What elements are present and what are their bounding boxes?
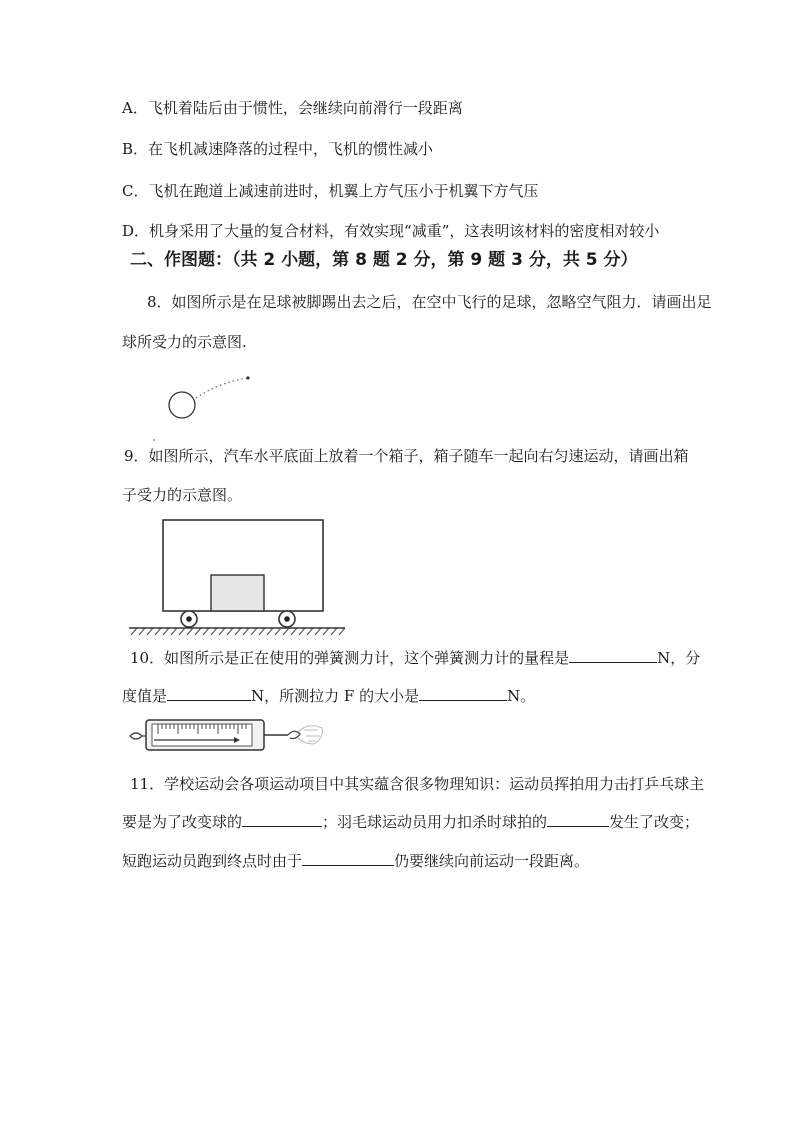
option-c: C．飞机在跑道上减速前进时，机翼上方气压小于机翼下方气压 <box>122 182 539 200</box>
q10-line2-text-a: 度值是 <box>122 687 168 705</box>
q10-line2-text-b: N，所测拉力 F 的大小是 <box>251 687 420 705</box>
q10-blank-force[interactable] <box>419 685 507 701</box>
q11-line2-text-a: 要是为了改变球的 <box>122 813 243 831</box>
trajectory-dotted <box>196 378 248 398</box>
box <box>211 575 264 611</box>
q10-text-line1 <box>130 647 700 668</box>
q11-line2-text-c: 发生了改变； <box>609 813 700 831</box>
football <box>169 392 195 418</box>
q10-line1-unit: N，分 <box>657 649 701 667</box>
q10-spring-scale-figure <box>126 712 326 758</box>
scale-right-hook <box>288 731 300 738</box>
q10-line2-text-c: N。 <box>507 687 536 705</box>
q11-text-line3 <box>122 850 589 871</box>
ground-hatching <box>131 628 345 635</box>
q9-text-line2: 子受力的示意图。 <box>122 486 243 504</box>
q11-text-line1: 11．学校运动会各项运动项目中其实蕴含很多物理知识：运动员挥拍用力击打乒乓球主 <box>130 775 705 793</box>
option-b: B．在飞机减速降落的过程中，飞机的惯性减小 <box>122 140 434 158</box>
q9-text-line1: 9．如图所示，汽车水平底面上放着一个箱子，箱子随车一起向右匀速运动，请画出箱 <box>124 447 689 465</box>
q10-line1-text: 10．如图所示是正在使用的弹簧测力计，这个弹簧测力计的量程是 <box>130 649 570 667</box>
q10-blank-division[interactable] <box>167 685 251 701</box>
q9-truck-figure <box>125 518 350 636</box>
q11-line3-text-a: 短跑运动员跑到终点时由于 <box>122 852 303 870</box>
option-a: A．飞机着陆后由于惯性，会继续向前滑行一段距离 <box>122 99 463 117</box>
section-heading: 二、作图题：（共 2 小题，第 8 题 2 分，第 9 题 3 分，共 5 分） <box>130 250 638 270</box>
q10-text-line2 <box>122 685 535 706</box>
q11-text-line2 <box>122 811 699 832</box>
q11-blank-motion-state[interactable] <box>242 811 322 827</box>
q8-football-figure <box>150 368 260 448</box>
q11-line2-text-b: ；羽毛球运动员用力扣杀时球拍的 <box>322 813 548 831</box>
q8-text-line2: 球所受力的示意图. <box>122 333 247 351</box>
q8-text-line1: 8．如图所示是在足球被脚踢出去之后，在空中飞行的足球，忽略空气阻力．请画出足 <box>147 293 712 311</box>
q11-blank-inertia[interactable] <box>302 850 394 866</box>
q11-line3-text-b: 仍要继续向前运动一段距离。 <box>394 852 590 870</box>
pulling-hand <box>298 726 322 744</box>
q11-blank-racket-change[interactable] <box>547 811 609 827</box>
q10-blank-range[interactable] <box>569 647 657 663</box>
option-d: D．机身采用了大量的复合材料，有效实现“减重”，这表明该材料的密度相对较小 <box>122 222 660 240</box>
